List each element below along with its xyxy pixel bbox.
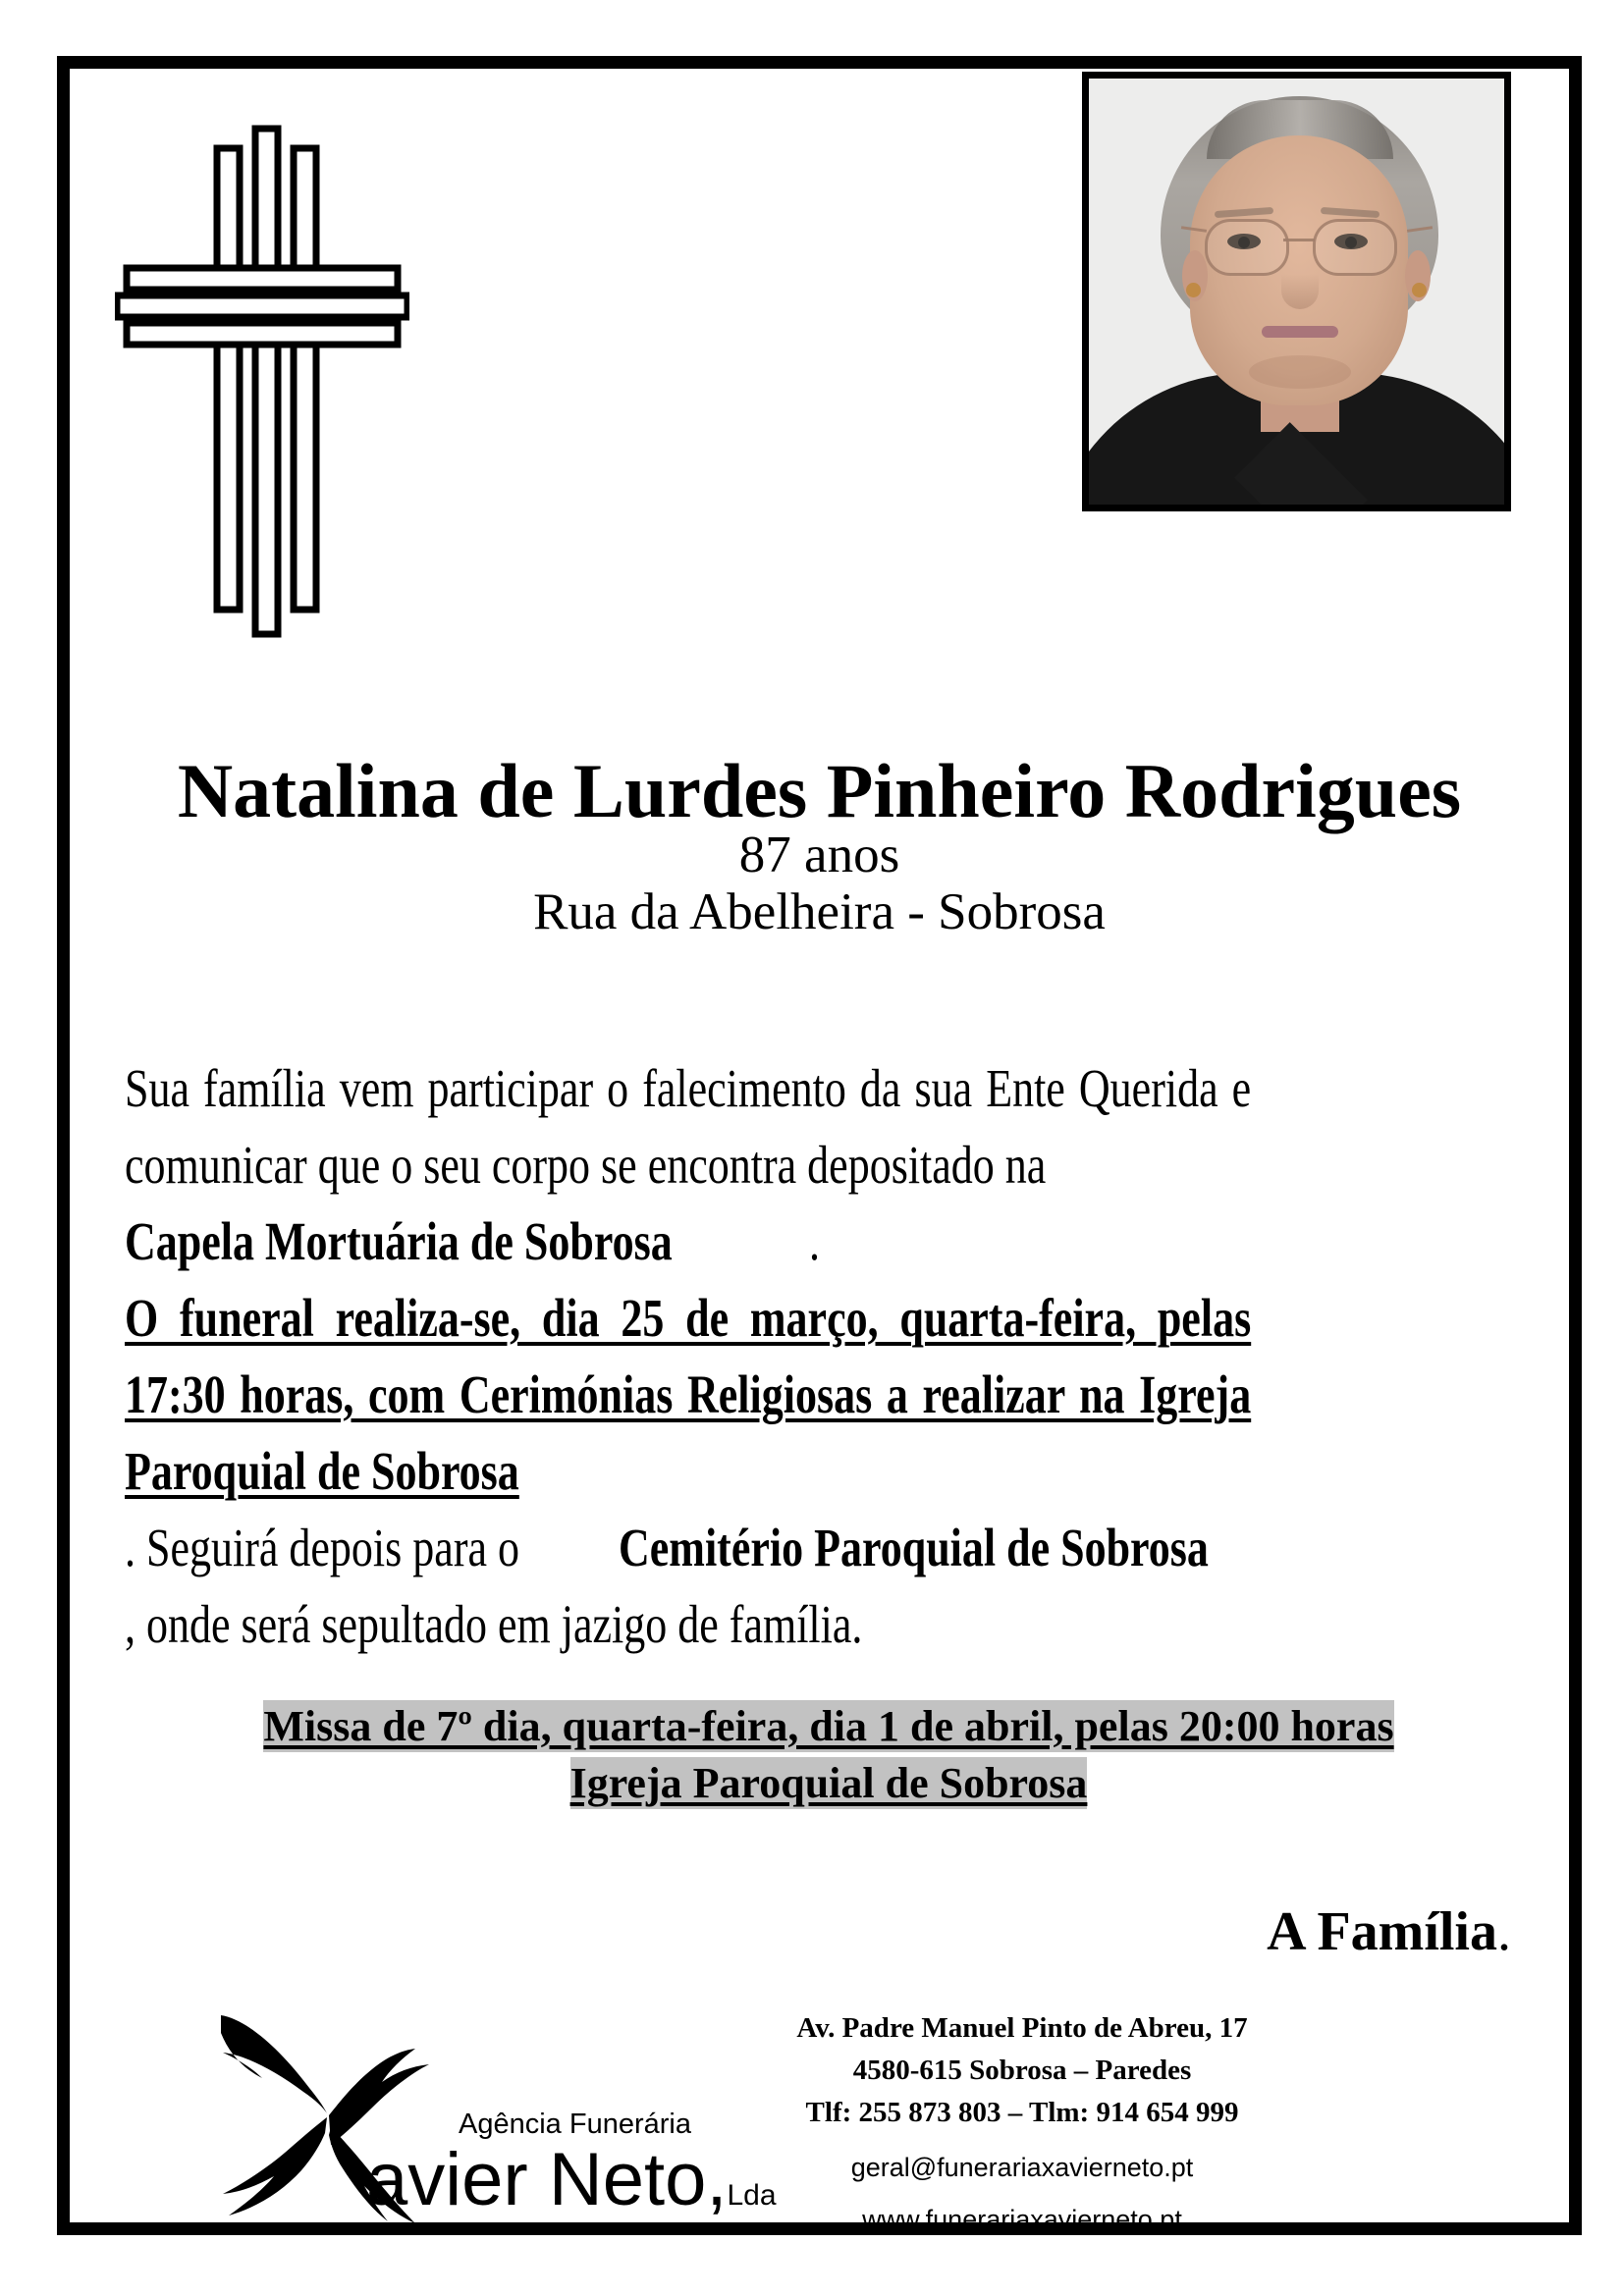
notice-border-frame <box>57 56 1582 2235</box>
deceased-address <box>70 883 1569 940</box>
funeral-details-emphasis: O funeral realiza-se, dia 25 de março, quarta-feira, pelas 17:30 horas, com Cerimónias Religiosas a realizar na Igreja Paroquial de Sobrosa <box>125 1288 1252 1501</box>
mass-datetime: Missa de 7º dia, quarta-feira, dia 1 de abril, pelas 20:00 horas <box>263 1702 1394 1750</box>
contact-address-line-1: Av. Padre Manuel Pinto de Abreu, 17 <box>796 2012 1248 2044</box>
latin-cross-icon <box>115 121 409 641</box>
agency-name-main: avier Neto, <box>366 2138 728 2221</box>
agency-tagline: Agência Funerária <box>459 2109 691 2140</box>
agency-name-suffix: Lda <box>727 2179 777 2212</box>
mortuary-chapel-name: Capela Mortuária de Sobrosa <box>125 1211 673 1271</box>
announcement-part-2: . <box>809 1211 821 1271</box>
contact-phones: Tlf: 255 873 803 – Tlm: 914 654 999 <box>805 2097 1239 2128</box>
mass-line-1-wrap <box>125 1698 1533 1755</box>
portrait-photo <box>1089 79 1504 505</box>
deceased-age <box>70 829 1569 881</box>
contact-website[interactable]: www.funerariaxavierneto.pt <box>862 2205 1182 2234</box>
signoff <box>125 1901 1533 1962</box>
seventh-day-mass-block <box>125 1698 1533 1812</box>
cemetery-name: Cemitério Paroquial de Sobrosa <box>618 1518 1209 1577</box>
deceased-name <box>70 748 1569 833</box>
deceased-address-text: Rua da Abelheira - Sobrosa <box>533 883 1106 940</box>
deceased-age-text: 87 anos <box>738 827 900 883</box>
mass-line-2-wrap <box>125 1755 1533 1812</box>
portrait-photo-frame <box>1082 72 1511 511</box>
deceased-name-text: Natalina de Lurdes Pinheiro Rodrigues <box>177 748 1462 833</box>
announcement-part-3: . Seguirá depois para o <box>125 1518 519 1577</box>
agency-contact-block <box>580 2007 1464 2238</box>
signoff-text: A Família <box>1267 1901 1497 1962</box>
mass-location: Igreja Paroquial de Sobrosa <box>569 1759 1088 1807</box>
contact-address-line-2: 4580-615 Sobrosa – Paredes <box>852 2055 1192 2086</box>
announcement-part-4: , onde será sepultado em jazigo de família. <box>125 1594 863 1654</box>
announcement-paragraph <box>125 1050 1533 1663</box>
signoff-period: . <box>1497 1901 1511 1962</box>
contact-email[interactable]: geral@funerariaxavierneto.pt <box>850 2153 1194 2182</box>
announcement-part-1: Sua família vem participar o falecimento da sua Ente Querida e comunicar que o seu corpo se encontra depositado na <box>125 1058 1252 1195</box>
